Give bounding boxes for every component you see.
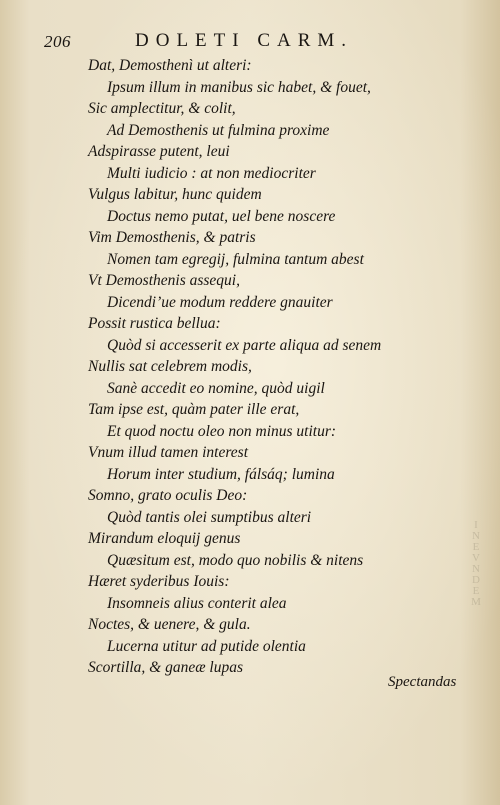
running-head: DOLETI CARM. <box>135 30 354 51</box>
verse-line: Nomen tam egregij, fulmina tantum abest <box>107 250 364 268</box>
bleed-letter: E <box>472 541 480 553</box>
verse-line: Insomneis alius conterit alea <box>107 594 287 612</box>
verse-line: Vim Demosthenis, & patris <box>88 229 256 246</box>
bleed-through-text <box>466 520 486 690</box>
verse-line: Tam ipse est, quàm pater ille erat, <box>88 401 300 418</box>
verse-line: Somno, grato oculis Deo: <box>88 487 248 504</box>
bleed-letter: E <box>472 585 480 597</box>
verse-line: Scortilla, & ganeæ lupas <box>88 659 243 676</box>
bleed-letter: N <box>472 563 480 575</box>
bleed-letter: V <box>472 552 480 564</box>
catchword: Spectandas <box>388 674 457 690</box>
bleed-letter: N <box>472 530 480 542</box>
verse-line: Adspirasse putent, leui <box>88 143 230 160</box>
verse-line: Ipsum illum in manibus sic habet, & fouet, <box>107 78 371 96</box>
verse-line: Quæsitum est, modo quo nobilis & nitens <box>107 551 364 569</box>
verse-line: Vulgus labitur, hunc quidem <box>88 186 262 203</box>
verse-line: Quòd tantis olei sumptibus alteri <box>107 508 312 526</box>
bleed-letter: I <box>474 519 478 531</box>
verse-line: Hæret syderibus Iouis: <box>88 573 230 590</box>
verse-line: Noctes, & uenere, & gula. <box>88 616 251 633</box>
verse-line: Vnum illud tamen interest <box>88 444 249 461</box>
verse-line: Multi iudicio : at non mediocriter <box>107 164 316 182</box>
page-number: 206 <box>44 32 71 51</box>
verse-line: Dat, Demosthenì ut alteri: <box>88 57 252 74</box>
bleed-letter: D <box>472 574 480 586</box>
bleed-letter: M <box>471 596 481 608</box>
verse-line: Sic amplectitur, & colit, <box>88 100 236 117</box>
verse-line: Quòd si accesserit ex parte aliqua ad senem <box>107 336 382 354</box>
verse-line: Possit rustica bellua: <box>88 315 221 332</box>
verse-line: Mirandum eloquij genus <box>88 530 241 547</box>
verse-line: Ad Demosthenis ut fulmina proxime <box>107 121 330 139</box>
verse-line: Lucerna utitur ad putide olentia <box>107 637 306 655</box>
verse-line: Et quod noctu oleo non minus utitur: <box>107 422 337 440</box>
verse-line: Vt Demosthenis assequi, <box>88 272 240 289</box>
verse-line: Sanè accedit eo nomine, quòd uigil <box>107 379 325 397</box>
page-header <box>0 26 500 54</box>
verse-line: Doctus nemo putat, uel bene noscere <box>107 207 336 225</box>
verse-line: Nullis sat celebrem modis, <box>88 358 252 375</box>
verse-line: Dicendi’ue modum reddere gnauiter <box>107 293 333 311</box>
verse-line: Horum inter studium, fálsáq; lumina <box>107 465 335 483</box>
